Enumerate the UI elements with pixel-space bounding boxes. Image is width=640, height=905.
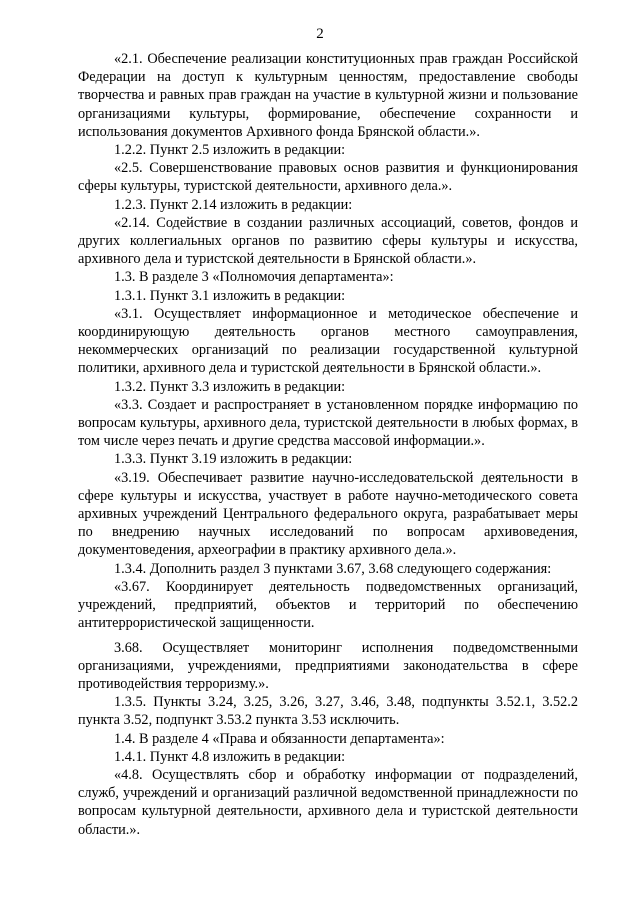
paragraph: 3.68. Осуществляет мониторинг исполнения подведомственными организациями, учреждениями, предприятиями законодательства в сфере противодействия терроризму.». (78, 639, 578, 692)
paragraph: 1.4.1. Пункт 4.8 изложить в редакции: (114, 748, 346, 765)
paragraph: «3.19. Обеспечивает развитие научно-исследовательской деятельности в сфере культуры и искусства, участвует в работе научно-методического совета архивных учреждений Центрального федерального округа, разрабатывает меры по внедрению научных исследований по вопросам архивоведения, документоведения, археографии в практику архивного дела.». (78, 469, 578, 559)
paragraph: 1.3.5. Пункты 3.24, 3.25, 3.26, 3.27, 3.46, 3.48, подпункты 3.52.1, 3.52.2 пункта 3.52, подпункт 3.53.2 пункта 3.53 исключить. (78, 694, 578, 729)
page-number: 2 (316, 26, 324, 42)
paragraph: «2.14. Содействие в создании различных ассоциаций, советов, фондов и других коллегиальных органов по развитию сферы культуры и искусства, архивного дела и туристской деятельности в Брянской области.». (78, 214, 578, 268)
paragraph: 1.4. В разделе 4 «Права и обязанности департамента»: (114, 730, 445, 747)
paragraph: 1.2.3. Пункт 2.14 изложить в редакции: (114, 196, 353, 213)
paragraph: 1.3.2. Пункт 3.3 изложить в редакции: (114, 378, 346, 395)
paragraph: 1.3.3. Пункт 3.19 изложить в редакции: (114, 451, 353, 468)
paragraph: «4.8. Осуществлять сбор и обработку информации от подразделений, служб, учреждений и организаций различной ведомственной принадлежности по вопросам культурной деятельности, архивного дела и туристской деятельности области.». (78, 766, 578, 838)
paragraph: «2.1. Обеспечение реализации конституционных прав граждан Российской Федерации на доступ к культурным ценностям, предоставление свободы творчества и равных прав граждан на участие в культурной жизни и пользование организациями культуры, формирование, обеспечение сохранности и использования документов Архивного фонда Брянской области.». (78, 51, 578, 140)
paragraph: 1.3.4. Дополнить раздел 3 пунктами 3.67, 3.68 следующего содержания: (114, 560, 552, 577)
paragraph: «2.5. Совершенствование правовых основ развития и функционирования сферы культуры, туристской деятельности, архивного дела.». (78, 160, 578, 195)
paragraph: 1.3.1. Пункт 3.1 изложить в редакции: (114, 287, 346, 304)
paragraph: 1.3. В разделе 3 «Полномочия департамента»: (114, 269, 394, 286)
paragraph: «3.3. Создает и распространяет в установленном порядке информацию по вопросам культуры, архивного дела, туристской деятельности в любых формах, в том числе через печать и другие средства массовой информации.». (78, 396, 578, 450)
paragraph: 1.2.2. Пункт 2.5 изложить в редакции: (114, 142, 346, 159)
paragraph: «3.1. Осуществляет информационное и методическое обеспечение и координирующую деятельность органов местного самоуправления, некоммерческих организаций по реализации государственной культурной политики, архивного дела и туристской деятельности в Брянской области.». (78, 305, 578, 377)
document-body (78, 50, 578, 839)
paragraph: «3.67. Координирует деятельность подведомственных организаций, учреждений, предприятий, объектов и территорий по обеспечению антитеррористической защищенности. (78, 578, 578, 632)
